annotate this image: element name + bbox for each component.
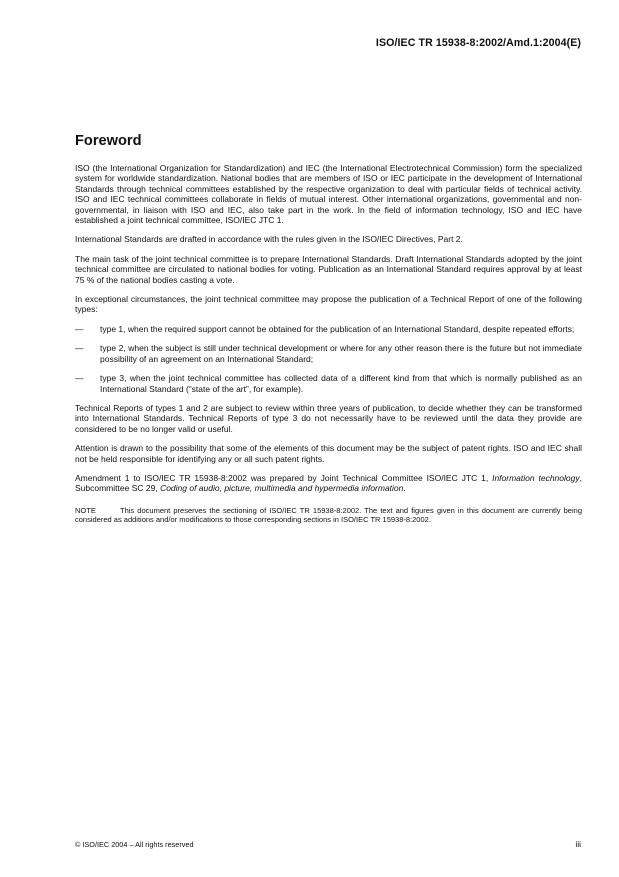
amendment-title-italic: Information technology <box>492 472 580 483</box>
paragraph-main-task: The main task of the joint technical committee is to prepare International Standards. Draft International Standards adopted by the joint technical committee are circulated to national bodies for voting. Publication as an International Standard requires approval by at least 75 % of the national bodies casting a vote. <box>75 253 582 285</box>
paragraph-directives: International Standards are drafted in accordance with the rules given in the ISO/IEC Directives, Part 2. <box>75 234 463 245</box>
note-label: NOTE <box>75 505 96 515</box>
copyright-footer: © ISO/IEC 2004 – All rights reserved <box>75 840 194 849</box>
list-dash: — <box>75 373 84 384</box>
list-item-text: type 2, when the subject is still under technical development or where for any other reason there is the future but not immediate possibility of an agreement on an International Standard; <box>100 343 582 364</box>
list-item <box>75 373 582 394</box>
list-dash: — <box>75 343 84 354</box>
amendment-middle: , Subcommittee SC 29, <box>75 472 582 494</box>
note-block <box>75 506 582 524</box>
paragraph-patent: Attention is drawn to the possibility that some of the elements of this document may be the subject of patent rights. ISO and IEC shall not be held responsible for identifying any or all such patent rights. <box>75 443 582 464</box>
list-item-text: type 3, when the joint technical committee has collected data of a different kind from that which is normally published as an International Standard (“state of the art”, for example). <box>100 373 582 394</box>
amendment-prefix: Amendment 1 to ISO/IEC TR 15938-8:2002 was prepared by Joint Technical Committee ISO/IEC JTC 1, <box>75 472 489 483</box>
paragraph-exceptional: In exceptional circumstances, the joint technical committee may propose the publication of a Technical Report of one of the following types: <box>75 294 582 315</box>
list-dash: — <box>75 323 84 334</box>
report-types-list <box>75 324 582 394</box>
foreword-section <box>75 133 582 524</box>
document-reference: ISO/IEC TR 15938-8:2002/Amd.1:2004(E) <box>375 37 581 49</box>
note-text: This document preserves the sectioning of ISO/IEC TR 15938-8:2002. The text and figures given in this document are currently being considered as additions and/or modifications to those corresponding sections in ISO/IEC TR 15938-8:2002. <box>75 505 582 524</box>
amendment-suffix: . <box>403 483 406 494</box>
paragraph-amendment <box>75 473 582 494</box>
paragraph-iso-iec-intro: ISO (the International Organization for Standardization) and IEC (the International Electrotechnical Commission) form the specialized system for worldwide standardization. National bodies that are members of ISO or IEC participate in the development of International Standards through technical committees established by the respective organization to deal with particular fields of technical activity. ISO and IEC technical committees collaborate in fields of mutual interest. Other international organizations, governmental and non-governmental, in liaison with ISO and IEC, also take part in the work. In the field of information technology, ISO and IEC have established a joint technical committee, ISO/IEC JTC 1. <box>75 163 582 226</box>
paragraph-review: Technical Reports of types 1 and 2 are subject to review within three years of publication, to decide whether they can be transformed into International Standards. Technical Reports of type 3 do not necessarily have to be reviewed until the data they provide are considered to be no longer valid or useful. <box>75 402 582 434</box>
list-item <box>75 343 582 364</box>
section-title: Foreword <box>75 133 142 149</box>
amendment-subject-italic: Coding of audio, picture, multimedia and hypermedia information <box>160 483 404 494</box>
page-number: iii <box>575 839 581 849</box>
list-item-text: type 1, when the required support cannot be obtained for the publication of an International Standard, despite repeated efforts; <box>100 323 575 334</box>
list-item <box>75 324 582 334</box>
